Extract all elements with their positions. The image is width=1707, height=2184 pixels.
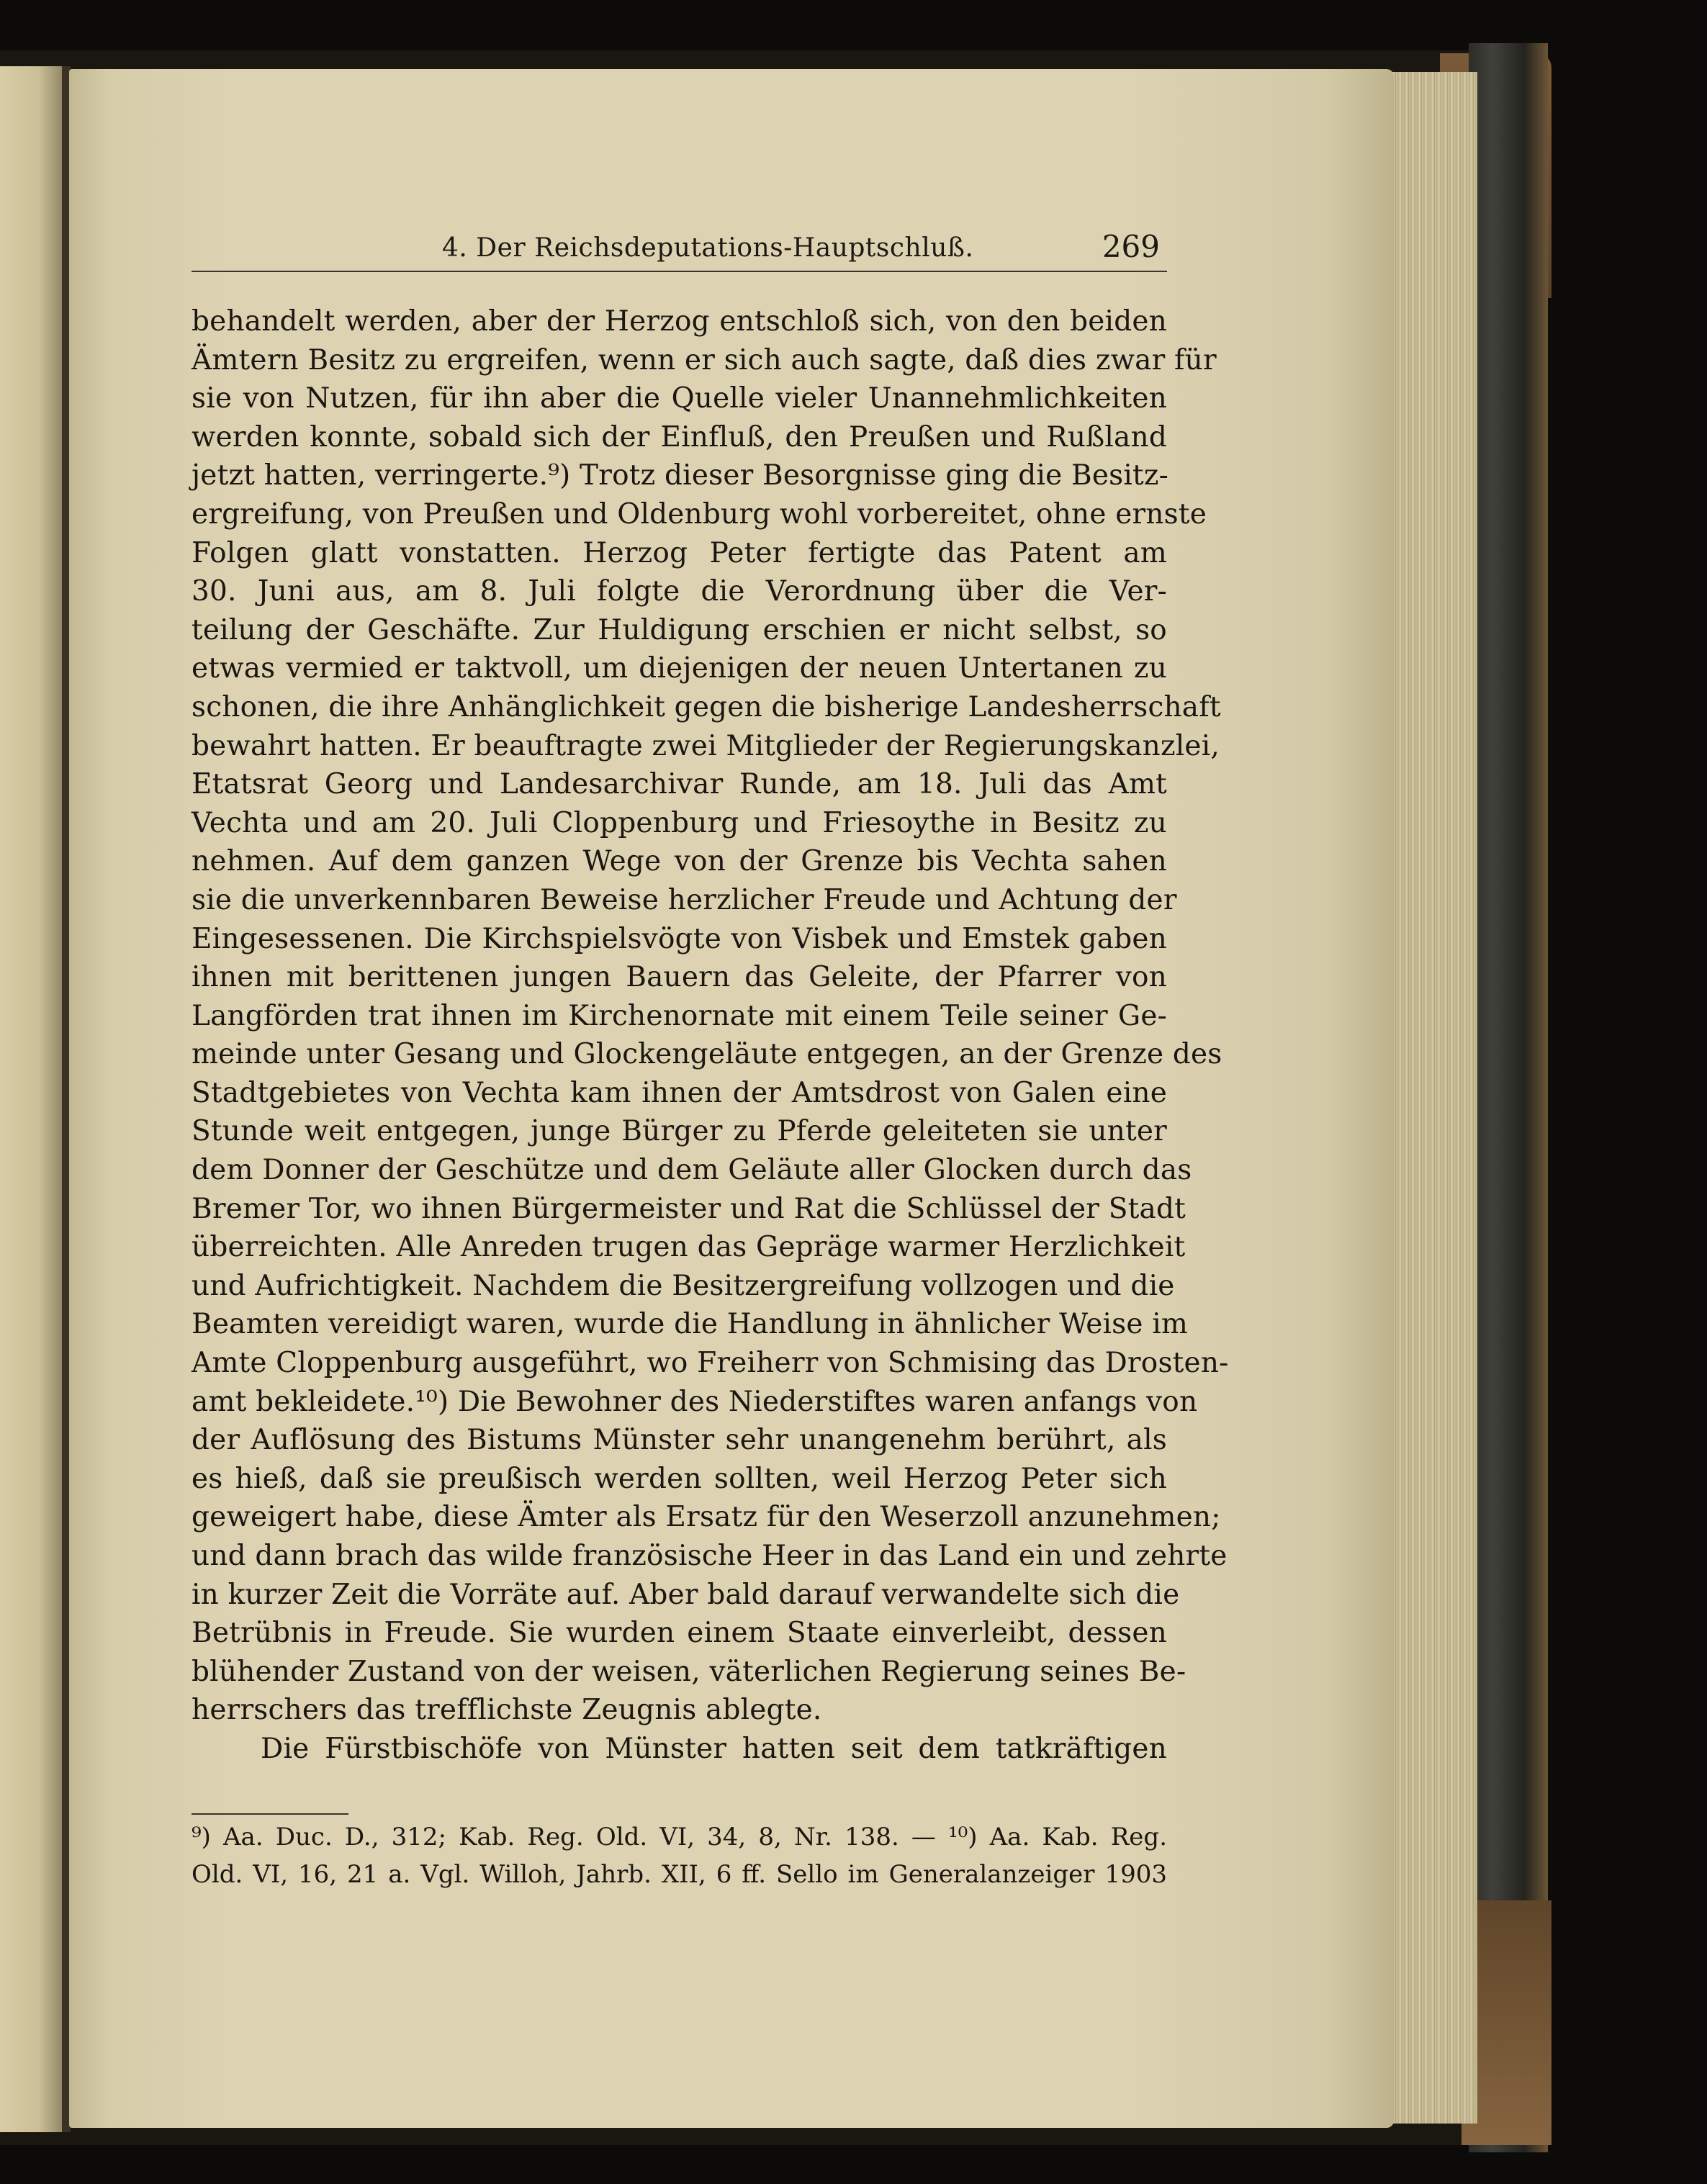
header-rule (192, 271, 1167, 272)
running-title: 4. Der Reichsdeputations-Hauptschluß. (442, 233, 974, 263)
facing-page-edge (0, 66, 65, 2132)
body-text (192, 302, 1229, 1769)
text-line: es hieß, daß sie preußisch werden sollten, weil Herzog Peter sich (192, 1462, 1167, 1495)
text-line: Ämtern Besitz zu ergreifen, wenn er sich auch sagte, daß dies zwar für (192, 343, 1217, 376)
text-line: Etatsrat Georg und Landesarchivar Runde, am 18. Juli das Amt (192, 768, 1167, 801)
text-line: blühender Zustand von der weisen, väterlichen Regierung seines Be- (192, 1655, 1186, 1688)
text-line: Vechta und am 20. Juli Cloppenburg und Friesoythe in Besitz zu (192, 806, 1167, 839)
text-line: etwas vermied er taktvoll, um diejenigen der neuen Untertanen zu (192, 652, 1167, 685)
text-line: 30. Juni aus, am 8. Juli folgte die Verordnung über die Ver- (192, 575, 1167, 608)
text-line: überreichten. Alle Anreden trugen das Gepräge warmer Herzlichkeit (192, 1231, 1186, 1264)
running-header (192, 229, 1167, 272)
text-line: Langförden trat ihnen im Kirchenornate mit einem Teile seiner Ge- (192, 999, 1167, 1032)
text-line: Folgen glatt vonstatten. Herzog Peter fertigte das Patent am (192, 536, 1167, 569)
text-line: Stadtgebietes von Vechta kam ihnen der Amtsdrost von Galen eine (192, 1076, 1167, 1109)
text-line: und Aufrichtigkeit. Nachdem die Besitzergreifung vollzogen und die (192, 1269, 1175, 1302)
footnote-line: Old. VI, 16, 21 a. Vgl. Willoh, Jahrb. XII, 6 ff. Sello im Generalanzeiger 1903 (192, 1860, 1167, 1889)
text-line: amt bekleidete.¹⁰) Die Bewohner des Niederstiftes waren anfangs von (192, 1385, 1198, 1418)
text-line: behandelt werden, aber der Herzog entschloß sich, von den beiden (192, 305, 1167, 338)
text-line: Die Fürstbischöfe von Münster hatten seit dem tatkräftigen (261, 1732, 1167, 1765)
text-line: herrschers das trefflichste Zeugnis ablegte. (192, 1694, 822, 1727)
text-line: teilung der Geschäfte. Zur Huldigung erschien er nicht selbst, so (192, 613, 1167, 646)
text-line: Stunde weit entgegen, junge Bürger zu Pferde geleiteten sie unter (192, 1115, 1167, 1148)
text-line: in kurzer Zeit die Vorräte auf. Aber bald darauf verwandelte sich die (192, 1578, 1180, 1611)
text-line: schonen, die ihre Anhänglichkeit gegen die bisherige Landesherrschaft (192, 690, 1221, 723)
page-number: 269 (1102, 229, 1160, 264)
text-line: werden konnte, sobald sich der Einfluß, den Preußen und Rußland (192, 420, 1167, 454)
text-line: meinde unter Gesang und Glockengeläute entgegen, an der Grenze des (192, 1038, 1222, 1071)
text-line: Betrübnis in Freude. Sie wurden einem Staate einverleibt, dessen (192, 1617, 1167, 1650)
text-line: der Auflösung des Bistums Münster sehr unangenehm berührt, als (192, 1424, 1167, 1457)
text-line: ihnen mit berittenen jungen Bauern das Geleite, der Pfarrer von (192, 961, 1167, 994)
text-line: Amte Cloppenburg ausgeführt, wo Freiherr von Schmising das Drosten- (192, 1347, 1229, 1380)
book-cover-edge (1469, 43, 1548, 2152)
footnote-line: ⁹) Aa. Duc. D., 312; Kab. Reg. Old. VI, 34, 8, Nr. 138. — ¹⁰) Aa. Kab. Reg. (192, 1823, 1167, 1851)
text-line: jetzt hatten, verringerte.⁹) Trotz dieser Besorgnisse ging die Besitz- (192, 459, 1169, 492)
text-line: bewahrt hatten. Er beauftragte zwei Mitglieder der Regierungskanzlei, (192, 729, 1220, 762)
text-line: und dann brach das wilde französische Heer in das Land ein und zehrte (192, 1540, 1228, 1572)
text-line: geweigert habe, diese Ämter als Ersatz für den Weserzoll anzunehmen; (192, 1501, 1221, 1534)
text-line: Bremer Tor, wo ihnen Bürgermeister und Rat die Schlüssel der Stadt (192, 1192, 1186, 1225)
text-line: sie von Nutzen, für ihn aber die Quelle vieler Unannehmlichkeiten (192, 382, 1167, 415)
text-line: nehmen. Auf dem ganzen Wege von der Grenze bis Vechta sahen (192, 845, 1167, 878)
text-line: ergreifung, von Preußen und Oldenburg wohl vorbereitet, ohne ernste (192, 497, 1207, 531)
text-line: Eingesessenen. Die Kirchspielsvögte von Visbek und Emstek gaben (192, 922, 1167, 955)
text-line: sie die unverkennbaren Beweise herzlicher Freude und Achtung der (192, 883, 1177, 916)
footnote-rule (192, 1813, 348, 1815)
text-line: dem Donner der Geschütze und dem Geläute aller Glocken durch das (192, 1154, 1192, 1187)
text-line: Beamten vereidigt waren, wurde die Handlung in ähnlicher Weise im (192, 1308, 1189, 1341)
footnotes (192, 1818, 1167, 1893)
